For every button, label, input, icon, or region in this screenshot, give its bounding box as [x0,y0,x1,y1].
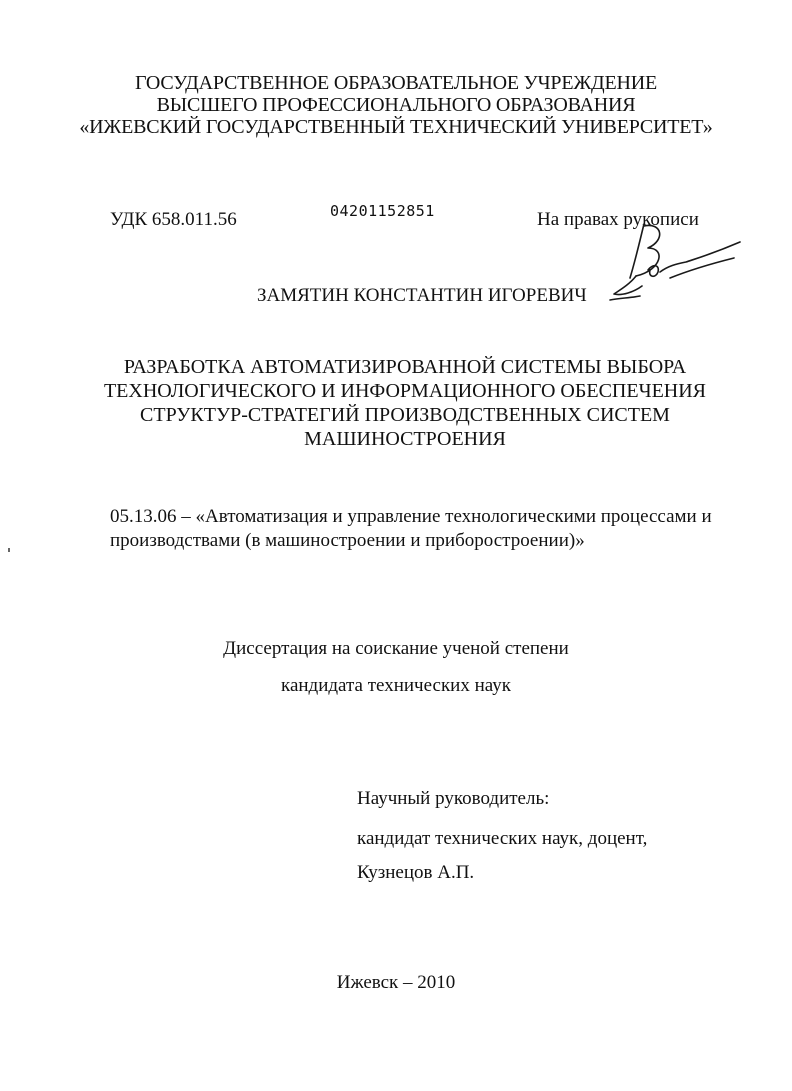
title-line-2: ТЕХНОЛОГИЧЕСКОГО И ИНФОРМАЦИОННОГО ОБЕСПЕЧЕНИЯ [103,380,707,402]
title-line-4: МАШИНОСТРОЕНИЯ [304,428,506,450]
specialty-code [110,505,730,553]
author-signature-icon [600,218,750,308]
manuscript-rights-note: На правах рукописи [537,209,699,230]
supervisor-name: Кузнецов А.П. [357,862,475,883]
institution-line-3: «ИЖЕВСКИЙ ГОСУДАРСТВЕННЫЙ ТЕХНИЧЕСКИЙ УНИВЕРСИТЕТ» [79,116,713,138]
scan-artifact [8,548,10,552]
supervisor-label: Научный руководитель: [357,788,550,809]
institution-line-1: ГОСУДАРСТВЕННОЕ ОБРАЗОВАТЕЛЬНОЕ УЧРЕЖДЕНИЕ [134,72,658,94]
degree-statement-line-2: кандидата технических наук [281,675,511,696]
degree-statement-line-1: Диссертация на соискание ученой степени [223,638,569,659]
dissertation-title [80,355,730,451]
specialty-line-2: производствами (в машиностроении и приборостроении)» [110,530,585,551]
institution-header [60,72,732,138]
author-name: ЗАМЯТИН КОНСТАНТИН ИГОРЕВИЧ [257,285,587,306]
registration-number: 04201152851 [330,202,435,220]
institution-line-2: ВЫСШЕГО ПРОФЕССИОНАЛЬНОГО ОБРАЗОВАНИЯ [156,94,636,116]
udk-code: УДК 658.011.56 [110,209,237,230]
title-line-1: РАЗРАБОТКА АВТОМАТИЗИРОВАННОЙ СИСТЕМЫ ВЫБОРА [123,356,687,378]
city-year: Ижевск – 2010 [336,972,456,993]
specialty-line-1: 05.13.06 – «Автоматизация и управление технологическими процессами и [110,506,712,527]
supervisor-degree: кандидат технических наук, доцент, [357,828,648,849]
title-line-3: СТРУКТУР-СТРАТЕГИЙ ПРОИЗВОДСТВЕННЫХ СИСТЕМ [140,404,670,426]
